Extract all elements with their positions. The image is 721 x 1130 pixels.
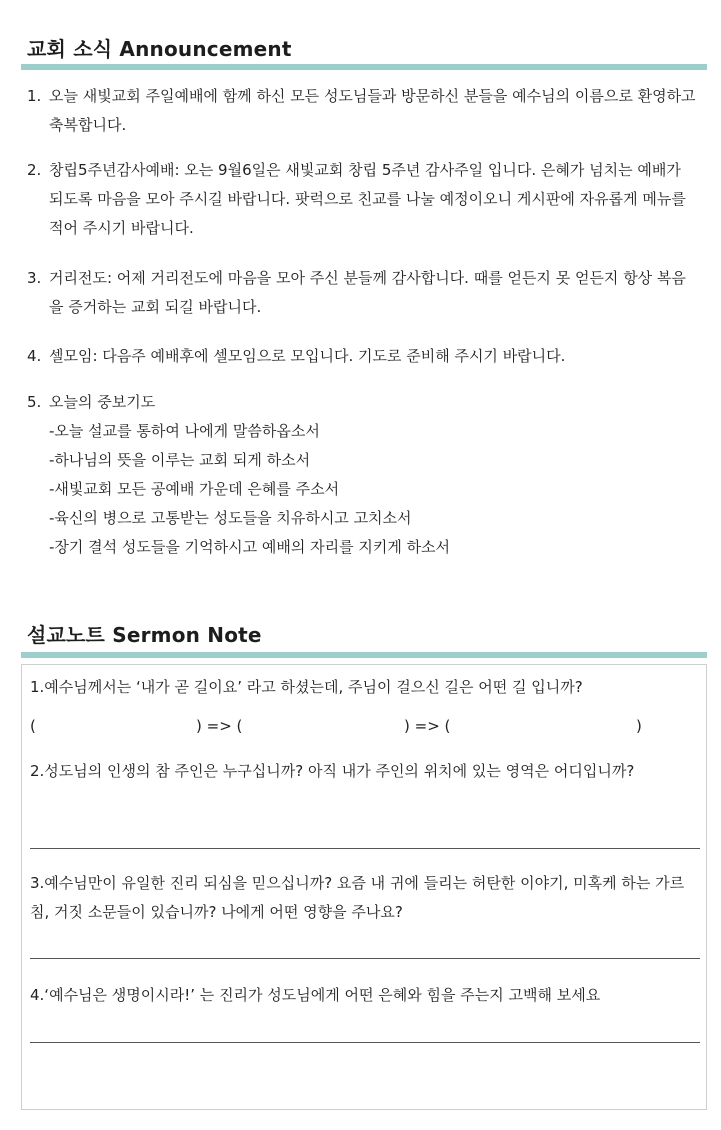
item-number: 1. xyxy=(27,87,42,105)
sermon-note-box xyxy=(21,664,707,1110)
question-3: 3.예수님만이 유일한 진리 되심을 믿으십니까? 요즘 내 귀에 들리는 허탄한 이야기, 미혹케 하는 가르침, 거짓 소문들이 있습니까? 나에게 어떤 영향을 주나요? xyxy=(30,874,685,921)
item-text: 오늘의 중보기도 xyxy=(49,393,156,411)
announcement-item-3 xyxy=(27,264,697,322)
announcement-title: 교회 소식 Announcement xyxy=(27,37,292,61)
answer-line-2[interactable] xyxy=(30,848,700,849)
sermon-title: 설교노트 Sermon Note xyxy=(27,623,262,647)
question-2: 2.성도님의 인생의 참 주인은 누구십니까? 아직 내가 주인의 위치에 있는 영역은 어디입니까? xyxy=(30,762,635,780)
item-number: 3. xyxy=(27,269,42,287)
prayer-item: -오늘 설교를 통하여 나에게 말씀하옵소서 xyxy=(49,422,320,440)
path-open-paren: ( xyxy=(30,717,36,735)
prayer-item: -육신의 병으로 고통받는 성도들을 치유하시고 고치소서 xyxy=(49,509,412,527)
sermon-divider xyxy=(21,652,707,658)
answer-line-4[interactable] xyxy=(30,1042,700,1043)
announcement-item-1 xyxy=(27,82,697,140)
item-text: 거리전도: 어제 거리전도에 마음을 모아 주신 분들께 감사합니다. 때를 얻든지 못 얻든지 항상 복음을 증거하는 교회 되길 바랍니다. xyxy=(49,269,686,316)
item-text: 오늘 새빛교회 주일예배에 함께 하신 모든 성도님들과 방문하신 분들을 예수님의 이름으로 환영하고 축복합니다. xyxy=(49,87,696,134)
prayer-item: -장기 결석 성도들을 기억하시고 예배의 자리를 지키게 하소서 xyxy=(49,538,451,556)
announcement-item-4 xyxy=(27,342,697,371)
announcement-item-5 xyxy=(27,388,697,562)
question-4: 4.‘예수님은 생명이시라!’ 는 진리가 성도님에게 어떤 은혜와 힘을 주는지 고백해 보세요 xyxy=(30,986,601,1004)
answer-line-3[interactable] xyxy=(30,958,700,959)
item-number: 5. xyxy=(27,393,42,411)
prayer-item: -하나님의 뜻을 이루는 교회 되게 하소서 xyxy=(49,451,311,469)
announcement-divider xyxy=(21,64,707,70)
announcement-item-2 xyxy=(27,156,697,243)
item-number: 4. xyxy=(27,347,42,365)
item-text: 창립5주년감사예배: 오는 9월6일은 새빛교회 창립 5주년 감사주일 입니다. 은혜가 넘치는 예배가 되도록 마음을 모아 주시길 바랍니다. 팟럭으로 친교를 나눌 예정이오니 게시판에 자유롭게 메뉴를 적어 주시기 바랍니다. xyxy=(49,161,686,237)
question-1: 1.예수님께서는 ‘내가 곧 길이요’ 라고 하셨는데, 주님이 걸으신 길은 어떤 길 입니까? xyxy=(30,678,583,696)
path-arrow-1: ) => ( xyxy=(196,717,243,735)
item-number: 2. xyxy=(27,161,42,179)
path-close-paren: ) xyxy=(636,717,642,735)
path-fill-in[interactable] xyxy=(30,717,690,737)
item-text: 셀모임: 다음주 예배후에 셀모임으로 모입니다. 기도로 준비해 주시기 바랍니다. xyxy=(49,347,566,365)
path-arrow-2: ) => ( xyxy=(404,717,451,735)
prayer-item: -새빛교회 모든 공예배 가운데 은혜를 주소서 xyxy=(49,480,340,498)
